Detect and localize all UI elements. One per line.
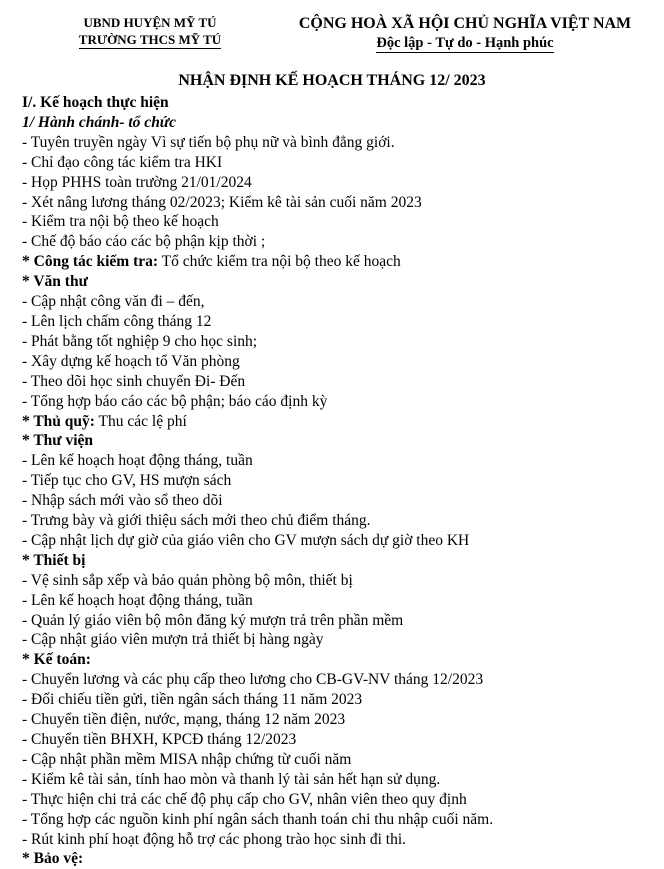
list-item: - Chuyển tiền BHXH, KPCĐ tháng 12/2023	[22, 731, 297, 748]
list-item: - Nhập sách mới vào sổ theo dõi	[22, 492, 223, 510]
accounting-heading: * Kế toán:	[22, 651, 91, 669]
list-item: - Theo dõi học sinh chuyển Đi- Đến	[22, 372, 246, 390]
treasurer-label: * Thủ quỹ:	[22, 412, 95, 430]
national-name: CỘNG HOÀ XÃ HỘI CHỦ NGHĨA VIỆT NAM	[298, 15, 632, 32]
list-item: - Kiểm tra nội bộ theo kế hoạch	[22, 213, 219, 231]
list-item: - Chỉ đạo công tác kiểm tra HKI	[22, 153, 223, 171]
inspection-line	[22, 252, 652, 272]
national-motto-block	[280, 14, 650, 53]
list-item: - Trưng bày và giới thiệu sách mới theo chủ điểm tháng.	[22, 512, 371, 530]
list-item: - Lên kế hoạch hoạt động tháng, tuần	[22, 591, 253, 609]
list-item: - Phát bằng tốt nghiệp 9 cho học sinh;	[22, 332, 258, 350]
library-heading: * Thư viện	[22, 432, 94, 450]
list-item: - Chế độ báo cáo các bộ phận kịp thời ;	[22, 233, 266, 251]
list-item: - Họp PHHS toàn trường 21/01/2024	[22, 173, 252, 191]
clerical-heading: * Văn thư	[22, 273, 88, 291]
issuer-block	[50, 14, 250, 49]
document-title: NHẬN ĐỊNH KẾ HOẠCH THÁNG 12/ 2023	[178, 72, 486, 89]
issuer-district: UBND HUYỆN MỸ TÚ	[83, 15, 217, 30]
list-item: - Cập nhật giáo viên mượn trả thiết bị hàng ngày	[22, 631, 324, 649]
subsection-heading: 1/ Hành chánh- tổ chức	[22, 113, 176, 131]
treasurer-text: Thu các lệ phí	[94, 412, 187, 430]
document-header	[0, 14, 664, 58]
equipment-heading: * Thiết bị	[22, 551, 86, 569]
list-item: - Đối chiếu tiền gửi, tiền ngân sách tháng 11 năm 2023	[22, 691, 363, 709]
list-item: - Kiểm kê tài sản, tính hao mòn và thanh lý tài sản hết hạn sử dụng.	[22, 770, 441, 788]
list-item: - Lên lịch chấm công tháng 12	[22, 312, 212, 330]
list-item: - Rút kinh phí hoạt động hỗ trợ các phong trào học sinh đi thi.	[22, 830, 407, 848]
list-item: - Tiếp tục cho GV, HS mượn sách	[22, 472, 232, 490]
national-motto: Độc lập - Tự do - Hạnh phúc	[376, 35, 554, 51]
list-item: - Cập nhật phần mềm MISA nhập chứng từ cuối năm	[22, 750, 352, 768]
list-item: - Chuyển tiền điện, nước, mạng, tháng 12 năm 2023	[22, 711, 346, 729]
security-heading: * Bảo vệ:	[22, 850, 84, 868]
list-item: - Quản lý giáo viên bộ môn đăng ký mượn trả trên phần mềm	[22, 611, 404, 629]
list-item: - Lên kế hoạch hoạt động tháng, tuần	[22, 452, 253, 470]
list-item: - Cập nhật lịch dự giờ của giáo viên cho GV mượn sách dự giờ theo KH	[22, 531, 470, 549]
treasurer-line	[22, 412, 652, 432]
issuer-school: TRƯỜNG THCS MỸ TÚ	[78, 32, 222, 47]
inspection-text: Tổ chức kiểm tra nội bộ theo kế hoạch	[158, 253, 401, 271]
document-body	[22, 93, 652, 869]
list-item: - Tổng hợp các nguồn kinh phí ngân sách thanh toán chi thu nhập cuối năm.	[22, 810, 494, 828]
inspection-label: * Công tác kiểm tra:	[22, 253, 159, 271]
list-item: - Xây dựng kế hoạch tổ Văn phòng	[22, 352, 240, 370]
list-item: - Xét nâng lương tháng 02/2023; Kiểm kê tài sản cuối năm 2023	[22, 193, 422, 211]
list-item: - Thực hiện chi trả các chế độ phụ cấp cho GV, nhân viên theo quy định	[22, 790, 467, 808]
list-item: - Chuyển lương và các phụ cấp theo lương cho CB-GV-NV tháng 12/2023	[22, 671, 484, 689]
list-item: - Tổng hợp báo cáo các bộ phận; báo cáo định kỳ	[22, 392, 328, 410]
section-heading: I/. Kế hoạch thực hiện	[22, 94, 169, 111]
list-item: - Cập nhật công văn đi – đến,	[22, 293, 205, 311]
list-item: - Tuyên truyền ngày Vì sự tiến bộ phụ nữ và bình đẳng giới.	[22, 133, 395, 151]
list-item: - Vệ sinh sắp xếp và bảo quản phòng bộ môn, thiết bị	[22, 571, 353, 589]
